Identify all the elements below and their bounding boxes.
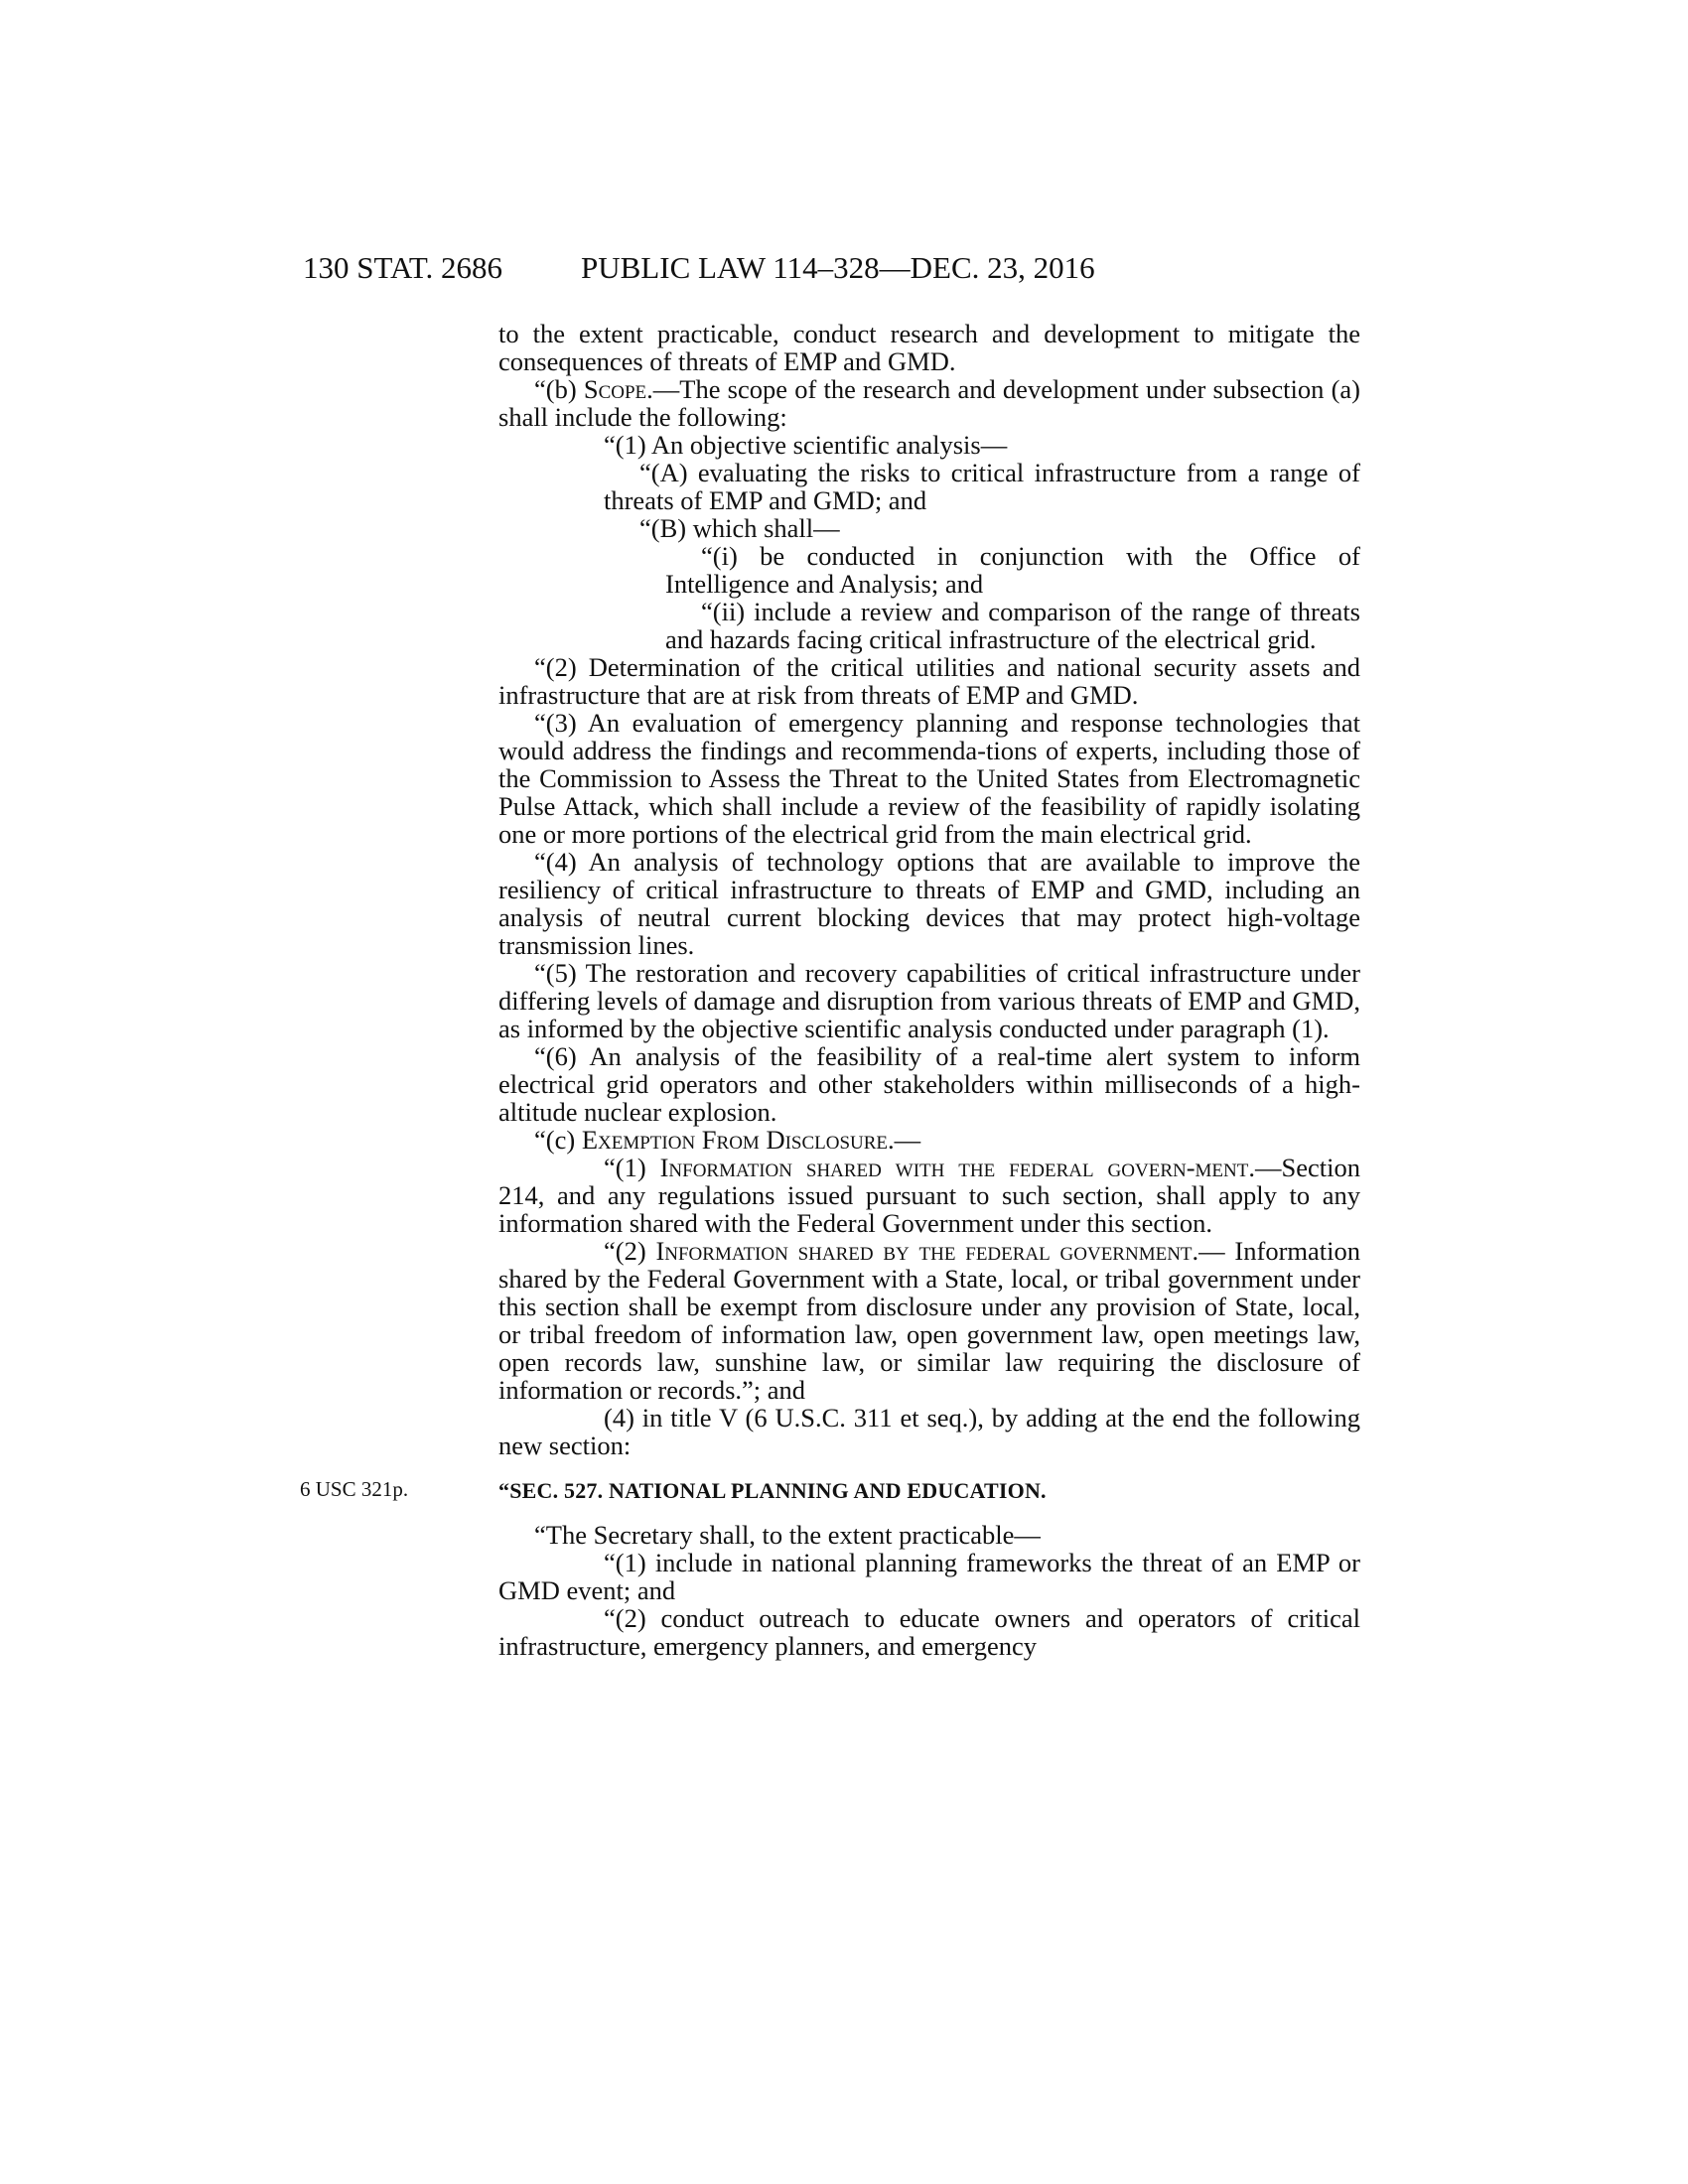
subsection-c	[498, 1126, 1360, 1154]
paragraph-b5: “(5) The restoration and recovery capabilities of critical infrastructure under differing levels of damage and disruption from various threats of EMP and GMD, as informed by the objective scientific analysis conducted under paragraph (1).	[498, 958, 1360, 1043]
section-heading: “SEC. 527. NATIONAL PLANNING AND EDUCATION.	[498, 1478, 1047, 1503]
paragraph-c2-text: .— Information shared by the Federal Government with a State, local, or tribal government under this section shall be exempt from disclosure under any provision of State, local, or tribal freedom of information law, open government law, open meetings law, open records law, sunshine law, or similar law requiring the disclosure of information or records.”; and	[498, 1236, 1361, 1405]
section-527-para1: “(1) include in national planning frameworks the threat of an EMP or GMD event; and	[498, 1548, 1360, 1605]
subsection-b	[498, 375, 1360, 431]
document-body	[300, 319, 1361, 1661]
paragraph-b4: “(4) An analysis of technology options that are available to improve the resiliency of critical infrastructure to threats of EMP and GMD, including an analysis of neutral current blocking devices that may protect high-voltage transmission lines.	[498, 847, 1360, 960]
paragraph-c2-open: “(2)	[604, 1236, 656, 1266]
subsection-c-heading: Exemption From Disclosure	[581, 1125, 889, 1155]
subsection-b-heading: Scope	[583, 374, 647, 404]
running-header: PUBLIC LAW 114–328—DEC. 23, 2016	[581, 250, 1095, 285]
paragraph-b2: “(2) Determination of the critical utilities and national security assets and infrastructure that are at risk from threats of EMP and GMD.	[498, 652, 1360, 710]
subsection-b-text: .—The scope of the research and development under subsection (a) shall include the following:	[498, 374, 1360, 432]
paragraph-b6: “(6) An analysis of the feasibility of a real-time alert system to inform electrical grid operators and other stakeholders within milliseconds of a high-altitude nuclear explosion.	[498, 1041, 1360, 1127]
section-heading-row	[300, 1475, 1360, 1503]
page-stat-number: 130 STAT. 2686	[303, 250, 503, 285]
margin-citation: 6 USC 321p.	[300, 1477, 409, 1501]
section-527-para2: “(2) conduct outreach to educate owners and operators of critical infrastructure, emergency planners, and emergency	[498, 1603, 1360, 1661]
paragraph-c1-open: “(1)	[604, 1153, 660, 1182]
subparagraph-b1a: “(A) evaluating the risks to critical infrastructure from a range of threats of EMP and GMD; and	[604, 458, 1360, 515]
paragraph-4-amendment: (4) in title V (6 U.S.C. 311 et seq.), by adding at the end the following new section:	[498, 1403, 1360, 1460]
subsection-c-open: “(c)	[534, 1125, 582, 1155]
paragraph-c2-heading: Information shared by the federal government	[655, 1236, 1193, 1266]
subparagraph-b1b: “(B) which shall—	[639, 513, 840, 543]
clause-b1b-i: “(i) be conducted in conjunction with the Office of Intelligence and Analysis; and	[665, 541, 1360, 599]
paragraph-c1	[498, 1154, 1360, 1237]
paragraph-b1: “(1) An objective scientific analysis—	[604, 430, 1008, 460]
subsection-b-open: “(b)	[534, 374, 584, 404]
subsection-c-text: .—	[888, 1125, 921, 1155]
paragraph-c2	[498, 1237, 1360, 1404]
paragraph-c1-text: .—Section 214, and any regulations issued pursuant to such section, shall apply to any information shared with the Federal Government under this section.	[498, 1153, 1360, 1238]
section-527-intro: “The Secretary shall, to the extent practicable—	[534, 1520, 1041, 1550]
paragraph-continuation: to the extent practicable, conduct research and development to mitigate the consequences of threats of EMP and GMD.	[498, 319, 1360, 376]
clause-b1b-ii: “(ii) include a review and comparison of the range of threats and hazards facing critical infrastructure of the electrical grid.	[665, 597, 1360, 654]
paragraph-c1-heading: Information shared with the federal govern-ment	[659, 1153, 1249, 1182]
paragraph-b3: “(3) An evaluation of emergency planning and response technologies that would address the findings and recommenda-tions of experts, including those of the Commission to Assess the Threat to the United States from Electromagnetic Pulse Attack, which shall include a review of the feasibility of rapidly isolating one or more portions of the electrical grid from the main electrical grid.	[498, 708, 1360, 849]
